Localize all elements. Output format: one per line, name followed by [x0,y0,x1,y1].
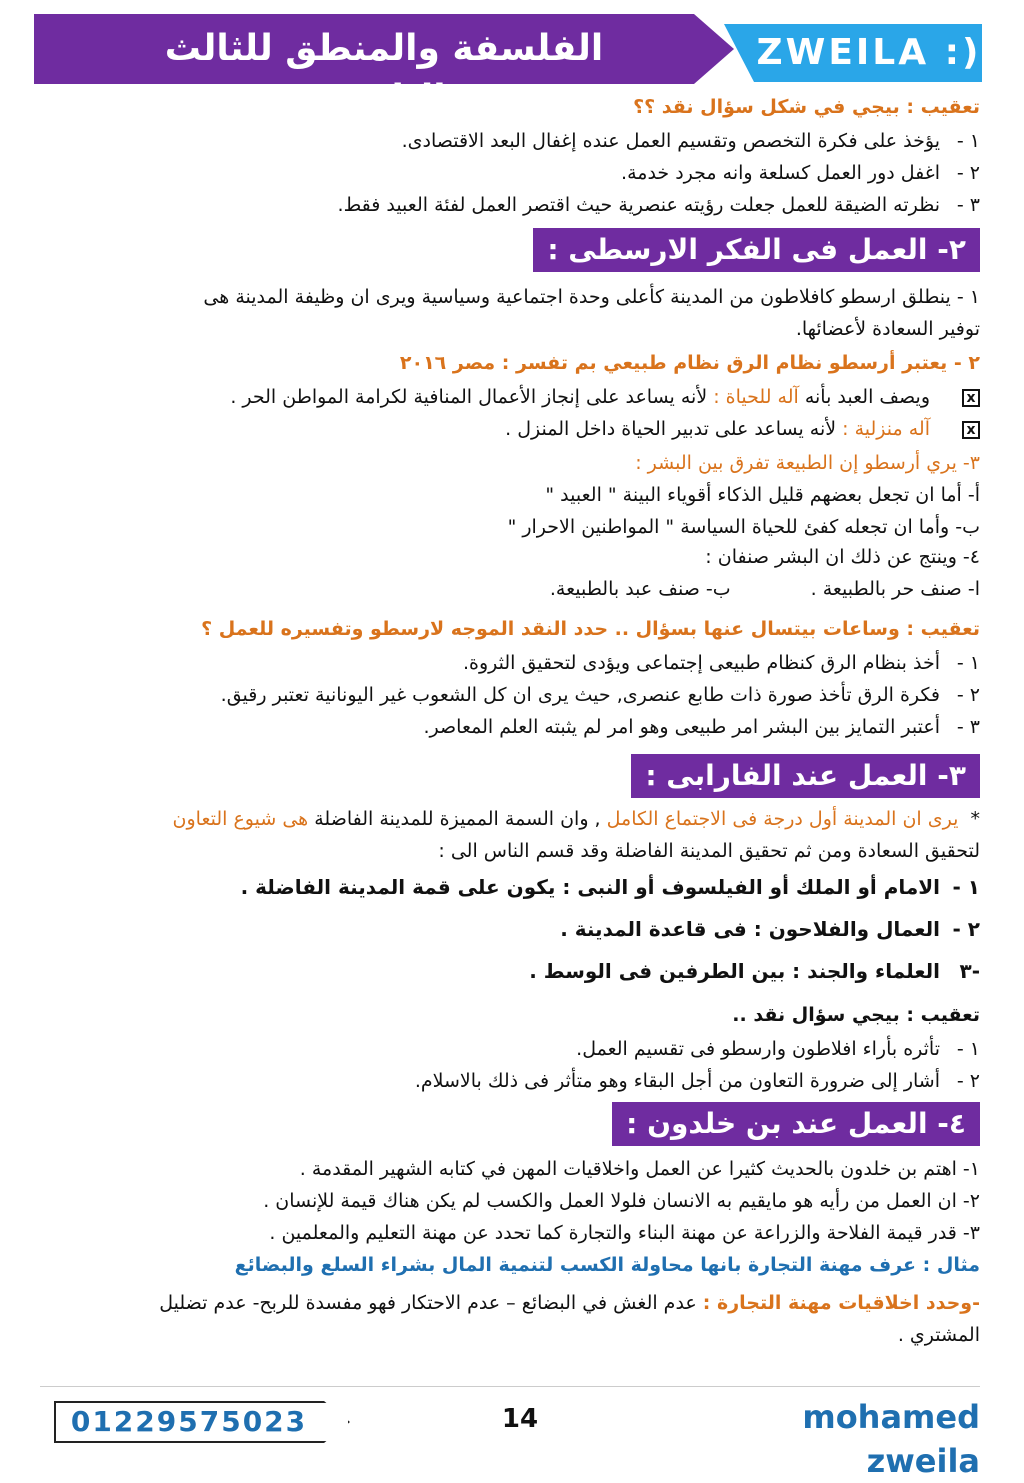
critique-2-item [40,712,980,742]
item-text: أخذ بنظام الرق كنظام طبيعى إجتماعى ويؤدى لتحقيق الثروة. [462,652,940,674]
section-4-item: ٣- قدر قيمة الفلاحة والزراعة عن مهنة البناء والتجارة كما تحدد عن مهنة التعليم والمعلمين . [269,1222,980,1244]
item-text: العمال والفلاحون : فى قاعدة المدينة . [560,917,940,941]
section-2-types [40,574,980,604]
section-2-paragraph: ١ - ينطلق ارسطو كافلاطون من المدينة كأعلى وحدة اجتماعية وسياسية ويرى ان وظيفة المدينة هى [203,286,980,308]
highlight-text: هى شيوع التعاون [172,808,309,830]
section-4-item: ١- اهتم بن خلدون بالحديث كثيرا عن العمل واخلاقيات المهن في كتابه الشهير المقدمة . [299,1158,980,1180]
item-text: نظرته الضيقة للعمل جعلت رؤيته عنصرية حيث اقتصر العمل لفئة العبيد فقط. [337,194,940,216]
critique-1-item [40,126,980,156]
checkbox-icon: x [962,389,980,407]
highlight-term: -وحدد اخلاقيات مهنة التجارة : [702,1292,980,1314]
page-content [40,92,980,1382]
item-number: ٢ - [956,684,980,706]
highlight-term: آله منزلية : [842,418,930,440]
item-text: اغفل دور العمل كسلعة وانه مجرد خدمة. [621,162,940,184]
item-text: الامام أو الملك أو الفيلسوف أو النبى : يكون على قمة المدينة الفاضلة . [240,875,940,899]
line-text: لأنه يساعد على تدبير الحياة داخل المنزل . [505,418,843,440]
type-free: ا- صنف حر بالطبيعة . [810,578,980,600]
author-name: mohamed zweila [802,1398,980,1480]
section-3-paragraph [40,804,980,834]
critique-3-item [40,1034,980,1064]
critique-1-item [40,190,980,220]
section-2-point-3: ٣- يري أرسطو إن الطبيعة تفرق بين البشر : [635,452,980,474]
section-2-point-4: ٤- وينتج عن ذلك ان البشر صنفان : [705,546,980,568]
line-text: , وان السمة المميزة للمدينة الفاضلة [308,808,607,830]
section-2-point-b: ب- وأما ان تجعله كفئ للحياة السياسة " المواطنين الاحرار " [507,516,980,538]
page-number: 14 [501,1404,539,1434]
checkbox-icon: x [962,421,980,439]
checkbox-line [40,382,980,412]
section-3-class [40,956,980,986]
item-text: أعتبر التمايز بين البشر امر طبيعى وهو امر لم يثبته العلم المعاصر. [423,716,940,738]
section-2-heading: ٢- العمل فى الفكر الارسطى : [533,228,980,272]
item-number: ١ - [956,130,980,152]
section-4-heading: ٤- العمل عند بن خلدون : [612,1102,980,1146]
item-text: يؤخذ على فكرة التخصص وتقسيم العمل عنده إغفال البعد الاقتصادى. [401,130,940,152]
line-text: عدم الغش في البضائع – عدم الاحتكار فهو مفسدة للربح- عدم تضليل [159,1292,703,1314]
line-text: ويصف العبد بأنه [798,386,930,408]
highlight-text: يرى ان المدينة أول درجة فى الاجتماع الكامل [606,808,959,830]
critique-3-heading: تعقيب : بيجي سؤال نقد .. [732,1004,980,1026]
section-3-class [40,914,980,944]
critique-2-heading: تعقيب : وساعات بيتسال عنها بسؤال .. حدد النقد الموجه لارسطو وتفسيره للعمل ؟ [201,618,980,640]
section-2-point-a: أ- أما ان تجعل بعضهم قليل الذكاء أقوياء البينة " العبيد " [545,484,980,506]
section-4-item: ٢- ان العمل من رأيه هو مايقيم به الانسان فلولا العمل والكسب لم يكن هناك قيمة للإنسان . [263,1190,980,1212]
critique-1-heading: تعقيب : بيجي في شكل سؤال نقد ؟؟ [633,96,980,118]
item-number: ٣ - [956,194,980,216]
type-slave: ب- صنف عبد بالطبيعة. [549,578,731,600]
item-number: ٢ - [952,917,980,941]
section-3-paragraph-cont: لتحقيق السعادة ومن ثم تحقيق المدينة الفاضلة وقد قسم الناس الى : [438,840,980,862]
item-number: ٢ - [956,162,980,184]
section-4-example: مثال : عرف مهنة التجارة بانها محاولة الكسب لتنمية المال بشراء السلع والبضائع [234,1254,980,1276]
item-text: أشار إلى ضرورة التعاون من أجل البقاء وهو متأثر فى ذلك بالاسلام. [414,1070,940,1092]
item-text: تأثره بأراء افلاطون وارسطو فى تقسيم العمل. [576,1038,940,1060]
item-number: ١ - [956,1038,980,1060]
item-number: -٣ [959,959,980,983]
item-number: ١ - [956,652,980,674]
phone-number: 01229575023 [70,1405,308,1438]
section-4-ethics [40,1288,980,1318]
page-footer [40,1386,980,1480]
section-3-heading: ٣- العمل عند الفارابى : [631,754,980,798]
section-3-class [40,872,980,902]
critique-2-item [40,680,980,710]
item-text: العلماء والجند : بين الطرفين فى الوسط . [529,959,940,983]
page-title: الفلسفة والمنطق للثالث الثانوى [164,28,604,119]
line-text: لأنه يساعد على إنجاز الأعمال المنافية لكرامة المواطن الحر . [230,386,714,408]
checkbox-line [40,414,980,444]
item-text: فكرة الرق تأخذ صورة ذات طابع عنصرى, حيث يرى ان كل الشعوب غير اليونانية تعتبر رقيق. [220,684,940,706]
critique-2-item [40,648,980,678]
critique-3-item [40,1066,980,1096]
star-bullet: * [970,808,980,830]
section-2-subheading: ٢ - يعتبر أرسطو نظام الرق نظام طبيعي بم تفسر : مصر ٢٠١٦ [399,352,980,374]
brand-logo: ZWEILA :) [756,32,982,73]
highlight-term: آله للحياة : [713,386,799,408]
critique-1-item [40,158,980,188]
section-2-paragraph-cont: توفير السعادة لأعضائها. [795,318,980,340]
item-number: ٢ - [956,1070,980,1092]
section-4-ethics-cont: المشتري . [897,1324,980,1346]
item-number: ١ - [952,875,980,899]
item-number: ٣ - [956,716,980,738]
